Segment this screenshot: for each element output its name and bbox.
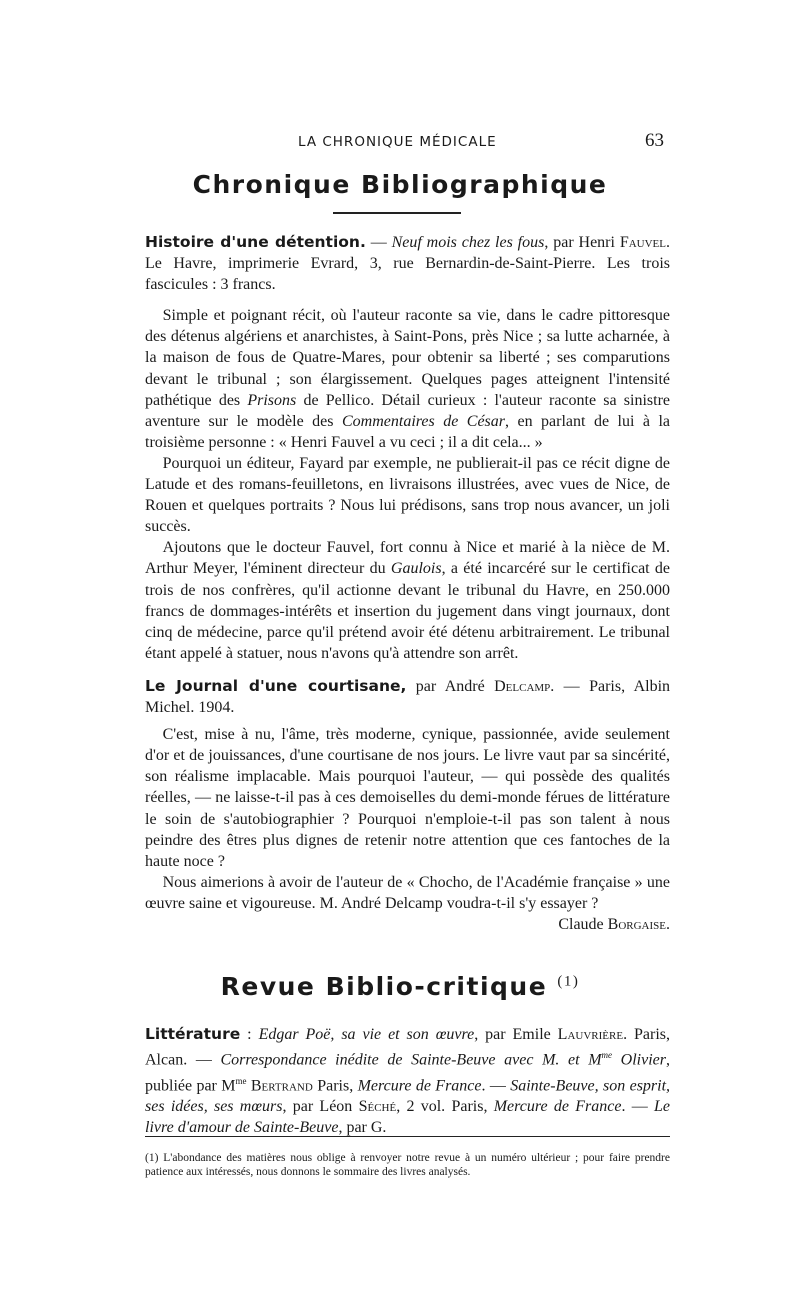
author-name: Delcamp [494, 678, 551, 695]
review-delcamp [145, 676, 670, 935]
footnote-rule [145, 1136, 670, 1137]
paragraph: C'est, mise à nu, l'âme, très moderne, cynique, passionnée, avide seulement d'or et de jouissances, d'une courtisane de nos jours. Le livre vaut par sa sincérité, son réalisme implacable. Mais pourquoi l'auteur, — qui possède des qualités réelles, — ne laisse-t-il pas à ces demoiselles du demi-monde férues de littérature le soin de s'autobiographier ? Pourquoi n'emploie-t-il pas son talent à nous peindre des êtres plus dignes de retenir notre attention que ces fantoches de la haute noce ? [145, 726, 670, 870]
section-title-chronique: Chronique Bibliographique [192, 170, 608, 199]
author-name: Fauvel [619, 234, 666, 251]
review-entry: Le Journal d'une courtisane, par André Delcamp. — Paris, Albin Michel. 1904. [145, 677, 671, 717]
signature: Claude Borgaise. [558, 916, 670, 934]
section-title-revue: Revue Biblio-critique $^{(1)}$ [220, 972, 580, 1001]
review-heading: Histoire d'une détention. [145, 233, 366, 251]
paragraph: Simple et poignant récit, où l'auteur raconte sa vie, dans le cadre pittoresque des détenus algériens et anarchistes, à Saint-Pons, près Nice ; sa lutte acharnée, à la maison de fous de Quatre-Mares, pour obtenir sa liberté ; ses comparutions devant le tribunal ; son élargissement. Quelques pages atteignent l'intensité pathétique des Prisons de Pellico. Détail curieux : l'auteur raconte sa sinistre aventure sur le modèle des Commentaires de César, en parlant de lui à la troisième personne : « Henri Fauvel a vu ceci ; il a dit cela... » [145, 307, 671, 451]
category-heading: Littérature [145, 1025, 241, 1043]
page-number: 63 [645, 130, 664, 151]
title-rule [333, 212, 461, 214]
paragraph: Ajoutons que le docteur Fauvel, fort connu à Nice et marié à la nièce de M. Arthur Meyer, l'éminent directeur du Gaulois, a été incarcéré sur le certificat de trois de nos confrères, qu'il actionne devant le tribunal du Havre, en 250.000 francs de dommages-intérêts et insertion du jugement dans vingt journaux, dont cinq de médecine, parce qu'il prétend avoir été détenu arbitrairement. Le tribunal étant appelé à statuer, nous n'avons qu'à attendre son arrêt. [145, 539, 670, 662]
footnote: (1) L'abondance des matières nous oblige à renvoyer notre revue à un numéro ultérieur ; pour faire prendre patience aux intéressés, nous donnons le sommaire des livres analysés. [145, 1152, 670, 1178]
review-heading: Le Journal d'une courtisane, [145, 677, 407, 695]
revue-litterature [145, 1024, 670, 1138]
book-title: Neuf mois chez les fous [391, 234, 545, 251]
review-entry: Histoire d'une détention. — Neuf mois chez les fous, par Henri Fauvel. Le Havre, imprimerie Evrard, 3, rue Bernardin-de-Saint-Pierre. Les trois fascicules : 3 francs. [145, 233, 670, 294]
paragraph: Littérature : Edgar Poë, sa vie et son œuvre, par Emile Lauvrière. Paris, Alcan. — Correspondance inédite de Sainte-Beuve avec M. et $M^{me}$ Olivier, publiée par $M^{me}$ Bertrand Paris, Mercure de France. — Sainte-Beuve, son esprit, ses idées, ses mœurs, par Léon Séché, 2 vol. Paris, Mercure de France. — Le livre d'amour de Sainte-Beuve, par G. [145, 1025, 671, 1137]
paragraph: Nous aimerions à avoir de l'auteur de « Chocho, de l'Académie française » une œuvre saine et vigoureuse. M. André Delcamp voudra-t-il s'y essayer ? [145, 873, 670, 912]
review-fauvel [145, 232, 670, 664]
footnote-reference: (1) [557, 973, 580, 990]
running-title: LA CHRONIQUE MÉDICALE [298, 134, 497, 150]
paragraph: Pourquoi un éditeur, Fayard par exemple, ne publierait-il pas ce récit digne de Latude et des romans-feuilletons, en livraisons illustrées, avec vues de Nice, de Rouen et quelques portraits ? Nous lui prédisons, sans trop nous avancer, un joli succès. [145, 454, 670, 536]
